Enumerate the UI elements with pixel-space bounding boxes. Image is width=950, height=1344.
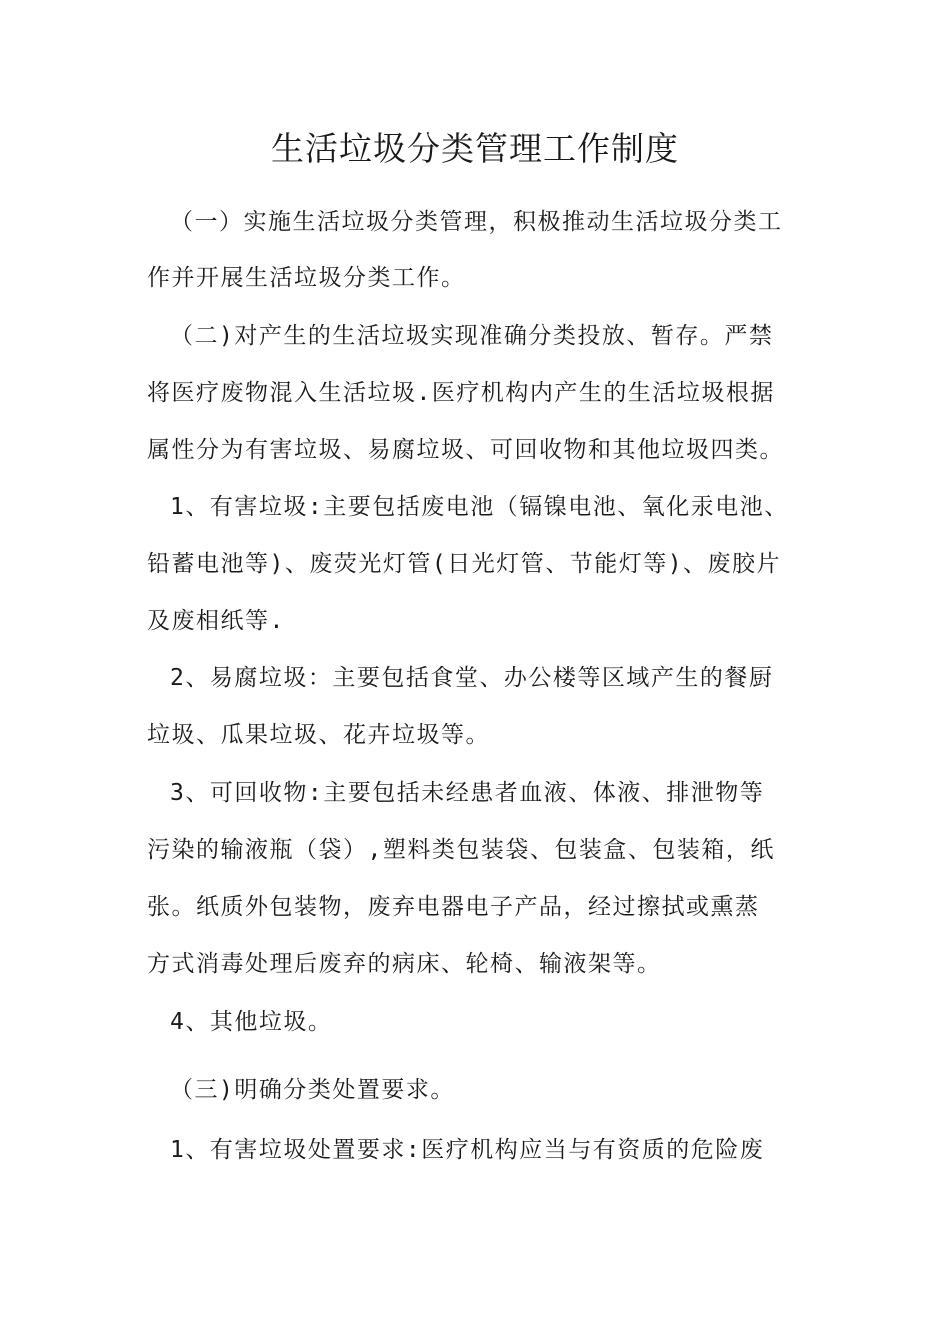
paragraph-line: 1、有害垃圾处置要求:医疗机构应当与有资质的危险废 <box>170 1137 765 1163</box>
paragraph-line: 铅蓄电池等)、废荧光灯管(日光灯管、节能灯等)、废胶片 <box>147 551 782 577</box>
paragraph-line: 方式消毒处理后废弃的病床、轮椅、输液架等。 <box>147 951 662 977</box>
paragraph-line: 垃圾、瓜果垃圾、花卉垃圾等。 <box>147 722 490 748</box>
paragraph-line: 2、易腐垃圾：主要包括食堂、办公楼等区域产生的餐厨 <box>170 665 774 691</box>
paragraph-line: 属性分为有害垃圾、易腐垃圾、可回收物和其他垃圾四类。 <box>147 437 784 463</box>
paragraph-line: 及废相纸等. <box>147 608 285 634</box>
paragraph-line: （一）实施生活垃圾分类管理，积极推动生活垃圾分类工 <box>170 209 783 235</box>
paragraph-line: 张。纸质外包装物，废弃电器电子产品，经过擦拭或熏蒸 <box>147 894 760 920</box>
paragraph-line: 4、其他垃圾。 <box>170 1009 333 1035</box>
paragraph-line: （三)明确分类处置要求。 <box>170 1077 455 1103</box>
document-title: 生活垃圾分类管理工作制度 <box>271 129 679 168</box>
paragraph-line: 将医疗废物混入生活垃圾.医疗机构内产生的生活垃圾根据 <box>147 380 775 406</box>
paragraph-line: 污染的输液瓶（袋）,塑料类包装袋、包装盒、包装箱，纸 <box>147 837 775 863</box>
paragraph-line: 3、可回收物:主要包括未经患者血液、体液、排泄物等 <box>170 780 765 806</box>
paragraph-line: 作并开展生活垃圾分类工作。 <box>147 265 466 291</box>
paragraph-line: （二)对产生的生活垃圾实现准确分类投放、暂存。严禁 <box>170 323 774 349</box>
paragraph-line: 1、有害垃圾:主要包括废电池（镉镍电池、氧化汞电池、 <box>170 494 789 520</box>
